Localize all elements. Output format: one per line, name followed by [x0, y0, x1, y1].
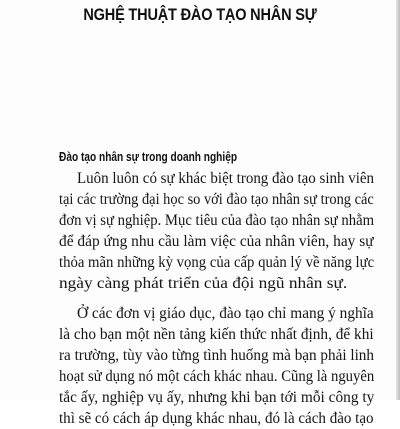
paragraph-2-line-4: hoạt sử dụng nó một cách khác nhau. Cũng là nguyên	[59, 368, 375, 385]
paragraph-1-line-4: để đáp ứng nhu cầu làm việc của nhân viên, hay sự	[59, 233, 374, 250]
running-head: NGHỆ THUẬT ĐÀO TẠO NHÂN SỰ	[83, 6, 317, 24]
paragraph-2-line-6: thì sẽ có cách áp dụng khác nhau, đó là cách đào tạo	[59, 410, 374, 427]
paragraph-1-line-2: tại các trường đại học so với đào tạo nhân sự trong các	[59, 191, 374, 208]
paragraph-2-line-3: ra trường, tùy vào từng tình huống mà bạn phải linh	[59, 347, 374, 364]
paragraph-2-line-5: tắc ấy, nghiệp vụ ấy, nhưng khi bạn tới mỗi công ty	[59, 389, 375, 406]
paragraph-1-line-6: ngày càng phát triển của đội ngũ nhân sự.	[59, 275, 348, 292]
paragraph-1-line-5: thỏa mãn những kỳ vọng của cấp quản lý về năng lực	[59, 254, 375, 271]
paragraph-2-line-2: là cho bạn một nền tảng kiến thức nhất định, để khi	[59, 326, 374, 343]
paragraph-1-line-1: Luôn luôn có sự khác biệt trong đào tạo sinh viên	[77, 170, 375, 187]
paragraph-1-line-3: đơn vị sự nghiệp. Mục tiêu của đào tạo nhân sự nhằm	[59, 212, 375, 229]
paragraph-2-line-1: Ở các đơn vị giáo dục, đào tạo chỉ mang ý nghĩa	[77, 305, 374, 322]
section-heading: Đào tạo nhân sự trong doanh nghiệp	[59, 149, 238, 164]
page-edge	[396, 0, 400, 400]
